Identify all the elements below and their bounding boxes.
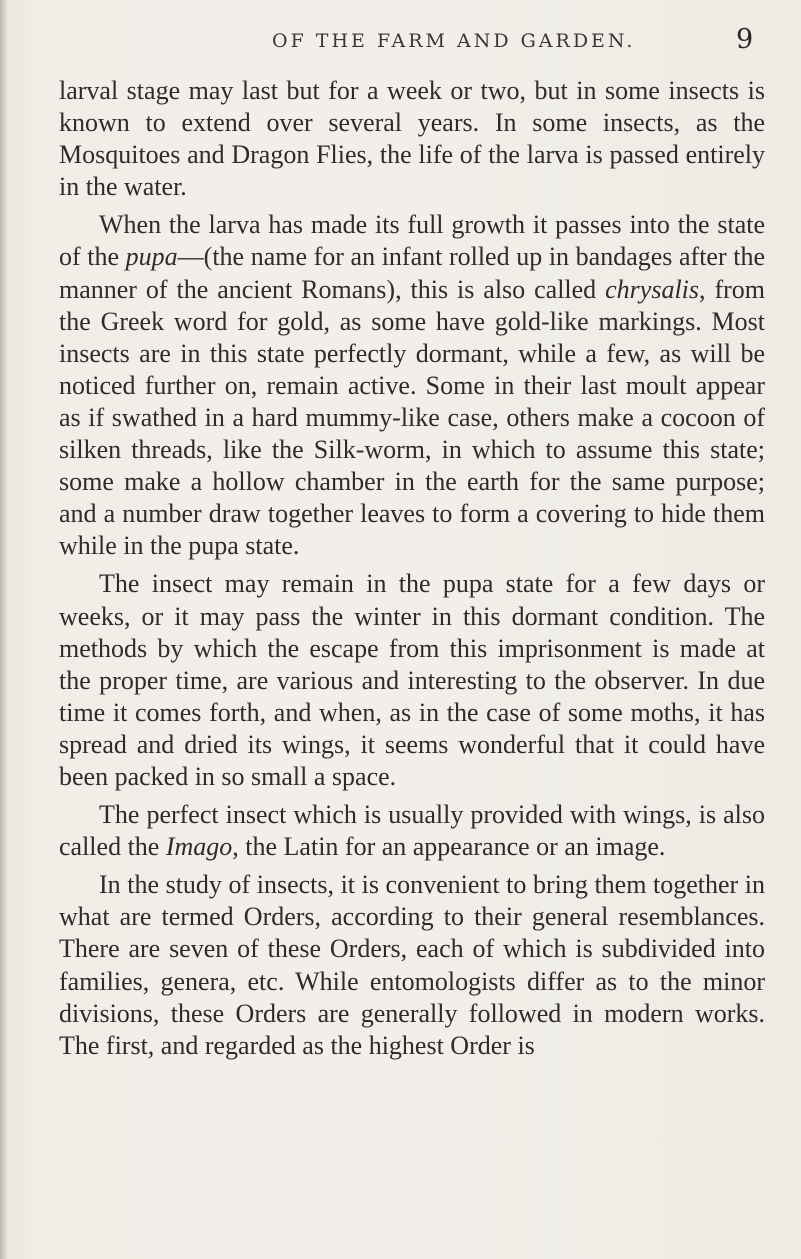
imago-text-a: The perfect insect which is usually provided with wings, is also called the (59, 800, 765, 862)
running-head: OF THE FARM AND GARDEN. (272, 30, 636, 52)
paragraph-larval-stage: larval stage may last but for a week or two, but in some insects is known to extend over several years. In some insects, as the Mosquitoes and Dragon Flies, the life of the larva is passed entirely in the water. (59, 76, 765, 202)
pupa-text-a: When the larva has made its full growth it passes into the state of the (59, 210, 765, 272)
spine-shadow (0, 0, 8, 1259)
paragraph-imago (59, 799, 765, 863)
page-number: 9 (736, 24, 754, 55)
paragraph-orders: In the study of insects, it is convenient to bring them together in what are termed Orders, according to their general resemblances. There are seven of these Orders, each of which is subdivided into families, genera, etc. While entomologists differ as to the minor divisions, these Orders are generally followed in modern works. The first, and regarded as the highest Order is (59, 870, 765, 1060)
pupa-text-c: , from the Greek word for gold, as some have gold-like markings. Most insects are in this state perfectly dormant, while a few, as will be noticed further on, remain active. Some in their last moult appear as if swathed in a hard mummy-like case, others make a cocoon of silken threads, like the Silk-worm, in which to assume this state; some make a hollow chamber in the earth for the same purpose; and a number draw together leaves to form a covering to hide them while in the pupa state. (59, 274, 765, 561)
body-text (59, 75, 765, 1068)
paragraph-pupa (59, 209, 765, 562)
term-imago: Imago (165, 832, 233, 862)
imago-text-b: , the Latin for an appearance or an image. (232, 832, 666, 862)
term-pupa: pupa (125, 242, 178, 272)
term-chrysalis: chrysalis (605, 274, 700, 304)
paragraph-dormant: The insect may remain in the pupa state for a few days or weeks, or it may pass the winter in this dormant condition. The methods by which the escape from this imprisonment is made at the proper time, are various and interesting to the observer. In due time it comes forth, and when, as in the case of some moths, it has spread and dried its wings, it seems wonderful that it could have been packed in so small a space. (59, 569, 765, 791)
pupa-text-b: —(the name for an infant rolled up in bandages after the manner of the ancient Romans), this is also called (59, 242, 766, 304)
